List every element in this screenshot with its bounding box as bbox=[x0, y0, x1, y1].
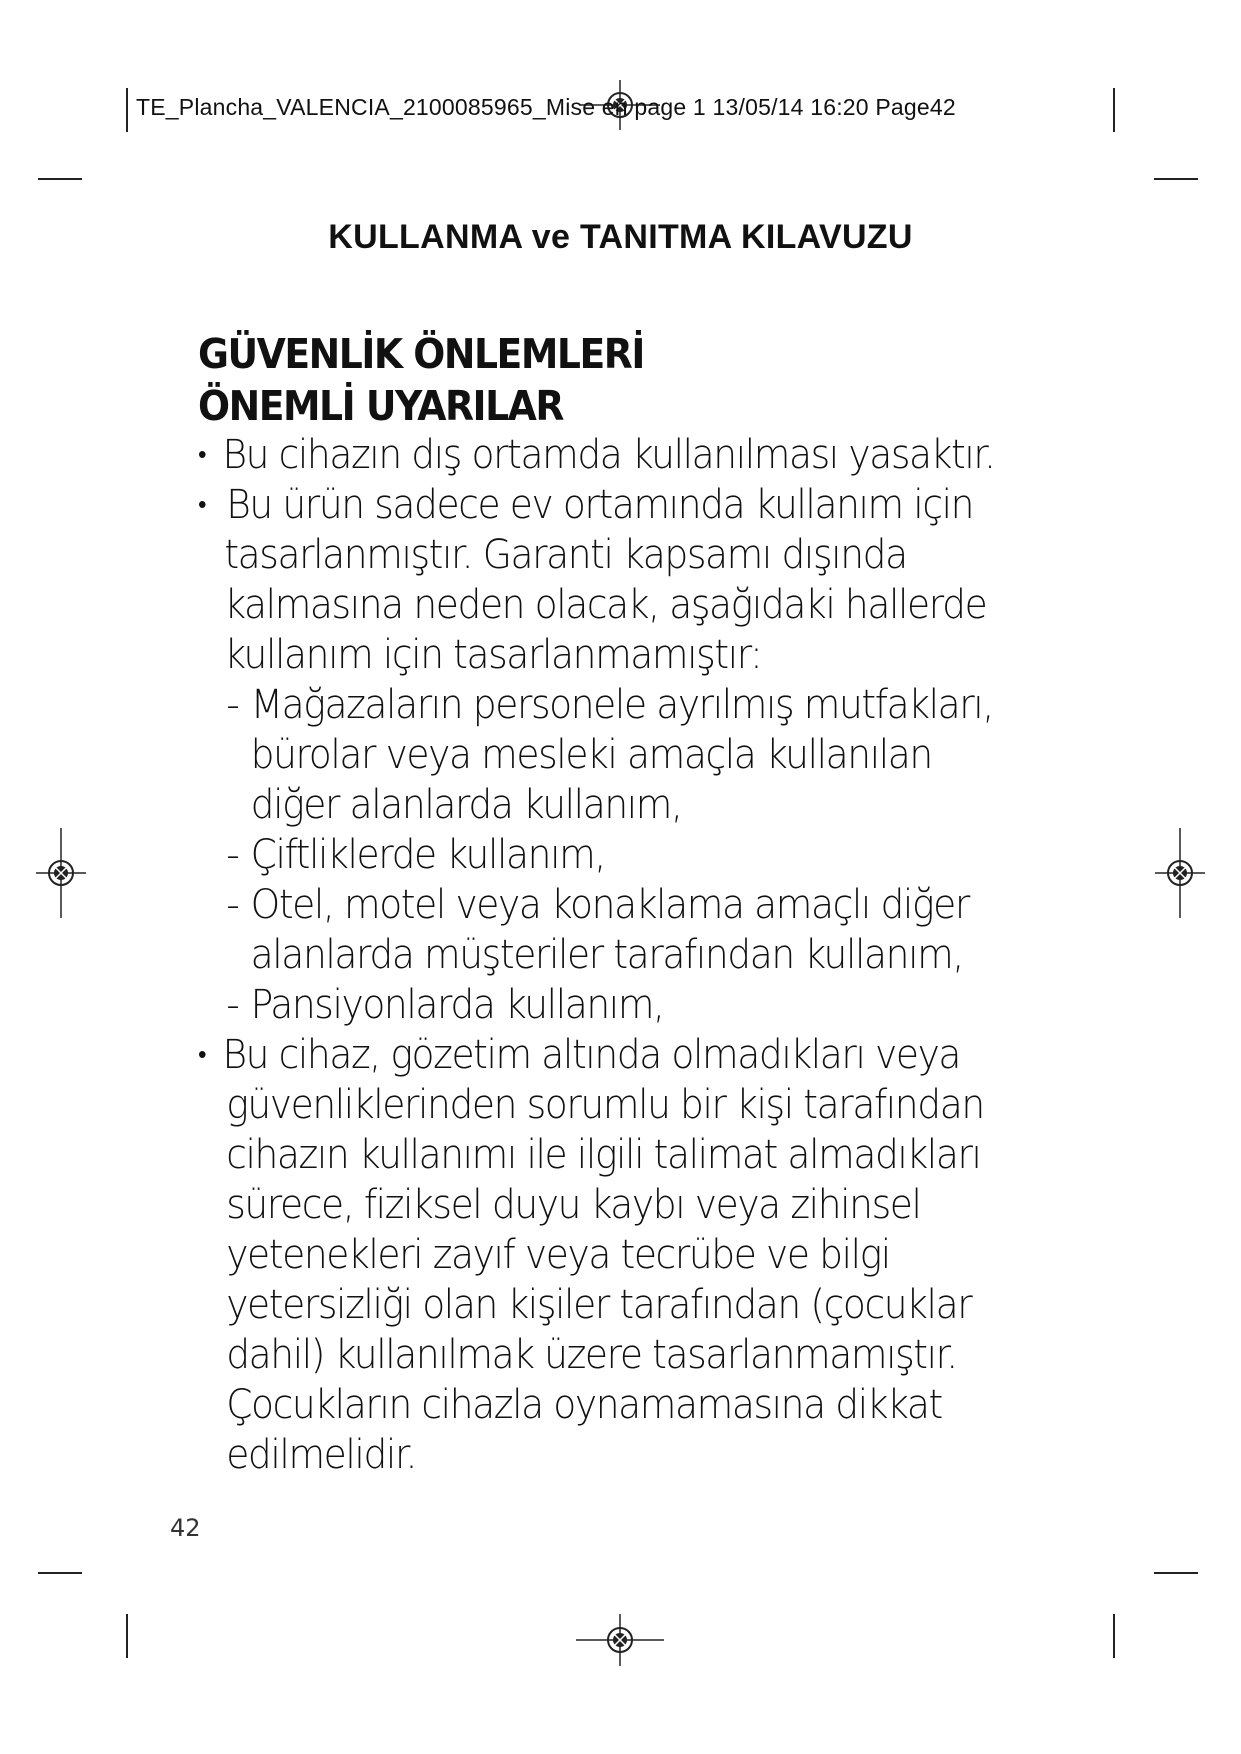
registration-mark-bottom-icon bbox=[576, 1614, 664, 1666]
sub-item-shop-kitchens bbox=[198, 680, 1063, 830]
text-line: bürolar veya mesleki amaçla kullanılan bbox=[250, 732, 932, 778]
crop-mark-bottom-right-horizontal bbox=[1154, 1572, 1198, 1574]
text-line: Çocukların cihazla oynamamasına dikkat bbox=[226, 1382, 942, 1428]
sub-item-hotels bbox=[198, 880, 1063, 980]
text-line: Bu ürün sadece ev ortamında kullanım için bbox=[226, 482, 974, 528]
section-heading-safety: GÜVENLİK ÖNLEMLERİ bbox=[198, 330, 644, 378]
text-line: yetenekleri zayıf veya tecrübe ve bilgi bbox=[226, 1232, 890, 1278]
text-line: Bu cihaz, gözetim altında olmadıkları veya bbox=[222, 1032, 961, 1078]
bullet-icon: • bbox=[198, 1040, 206, 1070]
text-line: güvenliklerinden sorumlu bir kişi tarafından bbox=[226, 1082, 984, 1128]
sub-item-farms bbox=[198, 830, 1063, 880]
text-line: dahil) kullanılmak üzere tasarlanmamıştır. bbox=[226, 1332, 957, 1378]
sub-item-guesthouses bbox=[198, 980, 1063, 1030]
text-line: kalmasına neden olacak, aşağıdaki hallerde bbox=[224, 582, 987, 628]
section-heading-warnings: ÖNEMLİ UYARILAR bbox=[198, 382, 563, 430]
page-number: 42 bbox=[170, 1514, 201, 1542]
registration-mark-left-icon bbox=[36, 828, 86, 918]
text-line: diğer alanlarda kullanım, bbox=[250, 782, 682, 828]
text-line: kullanım için tasarlanmamıştır: bbox=[224, 632, 762, 678]
bullet-item-home-use bbox=[198, 480, 1063, 680]
bullet-item-supervision bbox=[198, 1030, 1063, 1480]
dash-marker: - bbox=[226, 832, 239, 878]
text-line: Çiftliklerde kullanım, bbox=[250, 832, 605, 878]
bullet-icon: • bbox=[198, 440, 206, 470]
text-line: yetersizliği olan kişiler tarafından (çocuklar bbox=[226, 1282, 972, 1328]
text-line: edilmelidir. bbox=[226, 1432, 417, 1478]
text-line: tasarlanmıştır. Garanti kapsamı dışında bbox=[224, 532, 907, 578]
text-line: cihazın kullanımı ile ilgili talimat almadıkları bbox=[226, 1132, 981, 1178]
crop-mark-top-left-horizontal bbox=[38, 178, 82, 180]
crop-mark-bottom-left-vertical bbox=[126, 1614, 128, 1658]
crop-mark-bottom-right-vertical bbox=[1113, 1614, 1115, 1658]
text-line: Otel, motel veya konaklama amaçlı diğer bbox=[250, 882, 969, 928]
warnings-body bbox=[198, 430, 1063, 1480]
print-slug: TE_Plancha_VALENCIA_2100085965_Mise en page 1 13/05/14 16:20 Page42 bbox=[136, 94, 956, 120]
crop-mark-top-right-horizontal bbox=[1154, 178, 1198, 180]
text-line: Pansiyonlarda kullanım, bbox=[250, 982, 664, 1028]
text-line: Mağazaların personele ayrılmış mutfakları, bbox=[250, 682, 993, 728]
document-title: KULLANMA ve TANITMA KILAVUZU bbox=[328, 218, 913, 256]
text-line: sürece, fiziksel duyu kaybı veya zihinsel bbox=[226, 1182, 921, 1228]
dash-marker: - bbox=[226, 882, 239, 928]
crop-mark-top-left-vertical bbox=[126, 88, 128, 132]
bullet-icon: • bbox=[198, 490, 206, 520]
crop-mark-bottom-left-horizontal bbox=[38, 1572, 82, 1574]
registration-mark-right-icon bbox=[1155, 828, 1205, 918]
text-line: alanlarda müşteriler tarafından kullanım, bbox=[250, 932, 963, 978]
bullet-item-outdoor bbox=[198, 430, 1063, 480]
dash-marker: - bbox=[226, 682, 239, 728]
text-line: Bu cihazın dış ortamda kullanılması yasaktır. bbox=[222, 432, 995, 478]
dash-marker: - bbox=[226, 982, 239, 1028]
crop-mark-top-right-vertical bbox=[1113, 88, 1115, 132]
